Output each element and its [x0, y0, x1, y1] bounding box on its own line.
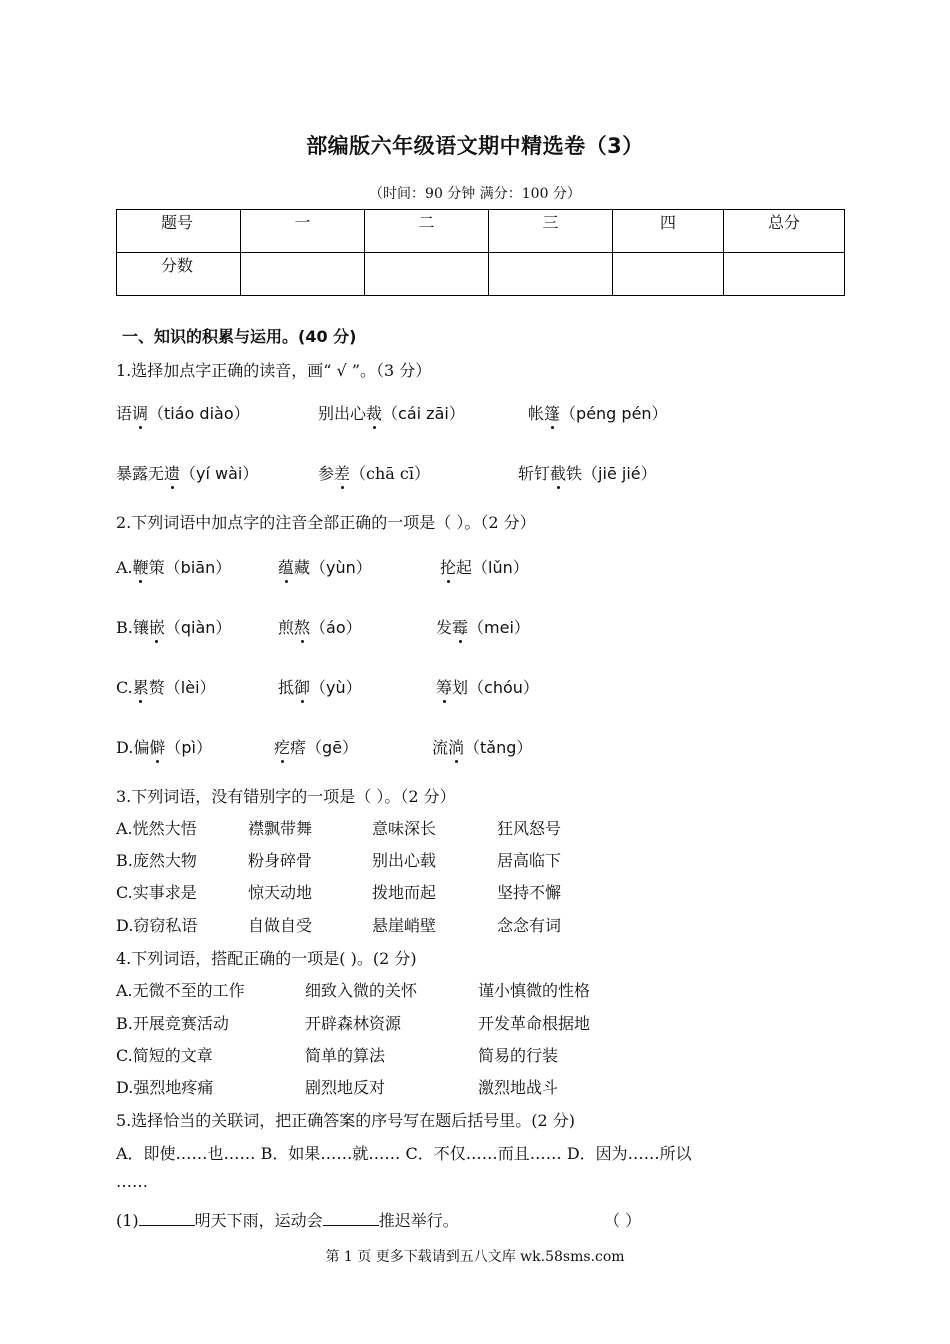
score-table-header: 一 — [241, 210, 365, 253]
question-5-prompt: 5.选择恰当的关联词，把正确答案的序号写在题后括号里。(2 分) — [116, 1111, 576, 1130]
word: 拨地而起 — [372, 883, 437, 902]
score-table-header: 三 — [489, 210, 613, 253]
option-c[interactable]: C.简短的文章 — [116, 1046, 213, 1065]
word: 别出心载 — [372, 851, 437, 870]
question-4-prompt: 4.下列词语，搭配正确的一项是( )。(2 分) — [116, 949, 417, 968]
dotted-char: 遗 — [164, 461, 180, 484]
score-table-header: 四 — [613, 210, 724, 253]
conjunction-options: A．即使……也…… B．如果……就…… C．不仅……而且…… D．因为……所以 — [116, 1144, 692, 1163]
answer-blank[interactable] — [139, 1211, 195, 1226]
option-a-word — [278, 555, 372, 578]
phrase: 简易的行装 — [478, 1046, 559, 1065]
option-d[interactable] — [116, 735, 212, 758]
pinyin-item[interactable] — [318, 461, 430, 484]
score-cell[interactable] — [489, 253, 613, 296]
pinyin-options: （jiē jié） — [582, 464, 657, 483]
word: 悬崖峭壁 — [372, 916, 437, 935]
item-number: (1) — [116, 1211, 139, 1230]
score-cell[interactable] — [365, 253, 489, 296]
phrase: 谨小慎微的性格 — [478, 981, 591, 1000]
pinyin-options: （péng pén） — [560, 404, 668, 423]
question-3-prompt: 3.下列词语，没有错别字的一项是（ ）。（2 分） — [116, 787, 456, 806]
score-row-label: 分数 — [117, 253, 241, 296]
option-a-word — [440, 555, 529, 578]
dotted-char: 霉 — [452, 615, 468, 638]
phrase: 细致入微的关怀 — [305, 981, 418, 1000]
option-d-word — [274, 735, 358, 758]
word: 自做自受 — [248, 916, 313, 935]
option-d-word — [432, 735, 532, 758]
conjunction-options-cont: …… — [116, 1172, 148, 1191]
pinyin-options: （tiáo diào） — [148, 404, 250, 423]
option-c[interactable]: C.实事求是 — [116, 883, 197, 902]
item-text: 推迟举行。 — [378, 1211, 459, 1230]
item-text: D.偏 — [116, 738, 150, 757]
pinyin-options: （cái zāi） — [382, 404, 465, 423]
item-text: 帐 — [528, 404, 545, 423]
item-text: 划 — [452, 678, 469, 697]
dotted-char: 御 — [294, 675, 310, 698]
pinyin: （chóu） — [468, 678, 539, 697]
answer-blank[interactable] — [323, 1211, 379, 1226]
item-text: C. — [116, 678, 133, 697]
question-2-prompt: 2.下列词语中加点字的注音全部正确的一项是（ ）。（2 分） — [116, 513, 536, 532]
pinyin: （pì） — [165, 738, 212, 757]
item-text: 起 — [456, 558, 473, 577]
word: 粉身碎骨 — [248, 851, 313, 870]
option-b-word — [436, 615, 530, 638]
item-text: 煎 — [278, 618, 295, 637]
option-b[interactable]: B.开展竞赛活动 — [116, 1014, 229, 1033]
option-b[interactable] — [116, 615, 231, 638]
item-text: 别出心 — [318, 404, 367, 423]
item-text: 参 — [318, 464, 335, 483]
pinyin: （qiàn） — [164, 618, 232, 637]
score-table-header-row — [117, 210, 845, 253]
score-table-score-row — [117, 253, 845, 296]
option-d[interactable]: D.窃窃私语 — [116, 916, 198, 935]
pinyin: （lèi） — [164, 678, 216, 697]
item-text: 流 — [432, 738, 449, 757]
item-text: 发 — [436, 618, 453, 637]
word: 狂风怒号 — [497, 819, 562, 838]
pinyin: （biān） — [164, 558, 232, 577]
answer-parentheses[interactable]: （ ） — [604, 1211, 642, 1230]
option-c[interactable] — [116, 675, 216, 698]
question-5-item-1 — [116, 1208, 459, 1231]
pinyin-options: （yí wài） — [180, 464, 259, 483]
pinyin-item[interactable] — [318, 401, 465, 424]
item-text: 明天下雨，运动会 — [194, 1211, 323, 1230]
dotted-char: 篷 — [544, 401, 560, 424]
pinyin-item[interactable] — [518, 461, 657, 484]
pinyin: （gē） — [306, 738, 359, 757]
pinyin-item[interactable] — [116, 401, 250, 424]
word: 襟飘带舞 — [248, 819, 313, 838]
dotted-char: 裁 — [366, 401, 382, 424]
dotted-char: 淌 — [448, 735, 464, 758]
item-text: A. — [116, 558, 133, 577]
dotted-char: 嵌 — [149, 615, 165, 638]
option-d[interactable]: D.强烈地疼痛 — [116, 1078, 214, 1097]
phrase: 激烈地战斗 — [478, 1078, 559, 1097]
page-title: 部编版六年级语文期中精选卷（3） — [306, 134, 644, 158]
option-b[interactable]: B.庞然大物 — [116, 851, 197, 870]
word: 意味深长 — [372, 819, 437, 838]
score-table-header: 题号 — [117, 210, 241, 253]
option-a[interactable]: A.无微不至的工作 — [116, 981, 245, 1000]
pinyin: （yù） — [310, 678, 362, 697]
item-text: 抵 — [278, 678, 295, 697]
dotted-char: 鞭 — [133, 555, 149, 578]
dotted-char: 抡 — [440, 555, 456, 578]
pinyin: （lǔn） — [472, 558, 529, 577]
dotted-char: 筹 — [436, 675, 452, 698]
item-text: 语 — [116, 404, 133, 423]
item-text: 暴露无 — [116, 464, 165, 483]
score-table-header: 二 — [365, 210, 489, 253]
option-c-word — [436, 675, 539, 698]
item-text: 策 — [148, 558, 165, 577]
word: 惊天动地 — [248, 883, 313, 902]
dotted-char: 僻 — [149, 735, 165, 758]
phrase: 开发革命根据地 — [478, 1014, 591, 1033]
word: 居高临下 — [497, 851, 562, 870]
dotted-char: 蕴 — [278, 555, 294, 578]
pinyin-item[interactable] — [116, 461, 258, 484]
option-a[interactable]: A.恍然大悟 — [116, 819, 197, 838]
dotted-char: 累 — [133, 675, 149, 698]
phrase: 开辟森林资源 — [305, 1014, 402, 1033]
option-b-word — [278, 615, 362, 638]
dotted-char: 疙 — [274, 735, 290, 758]
section-heading: 一、知识的积累与运用。(40 分) — [122, 327, 357, 346]
option-a[interactable] — [116, 555, 231, 578]
score-cell[interactable] — [241, 253, 365, 296]
item-text: 藏 — [294, 558, 311, 577]
word: 念念有词 — [497, 916, 562, 935]
option-c-word — [278, 675, 362, 698]
item-text: B.镶 — [116, 618, 149, 637]
pinyin: （yùn） — [310, 558, 372, 577]
question-1-prompt: 1.选择加点字正确的读音，画“ √ ”。（3 分） — [116, 361, 432, 380]
item-text: 瘩 — [290, 738, 307, 757]
phrase: 简单的算法 — [305, 1046, 386, 1065]
pinyin: （áo） — [310, 618, 362, 637]
dotted-char: 熬 — [294, 615, 310, 638]
score-cell[interactable] — [613, 253, 724, 296]
dotted-char: 差 — [334, 461, 350, 484]
score-cell[interactable] — [724, 253, 845, 296]
item-text: 斩钉 — [518, 464, 551, 483]
word: 坚持不懈 — [497, 883, 562, 902]
page-footer: 第 1 页 更多下载请到五八文库 wk.58sms.com — [325, 1249, 625, 1265]
dotted-char: 截 — [550, 461, 566, 484]
pinyin-options: （chā cī） — [350, 464, 431, 483]
phrase: 剧烈地反对 — [305, 1078, 386, 1097]
pinyin-item[interactable] — [528, 401, 668, 424]
item-text: 赘 — [148, 678, 165, 697]
dotted-char: 调 — [132, 401, 148, 424]
exam-meta: （时间：90 分钟 满分：100 分） — [369, 186, 581, 202]
score-table — [116, 209, 845, 296]
score-table-header: 总分 — [724, 210, 845, 253]
pinyin: （tǎng） — [464, 738, 533, 757]
item-text: 铁 — [566, 464, 583, 483]
pinyin: （mei） — [468, 618, 530, 637]
